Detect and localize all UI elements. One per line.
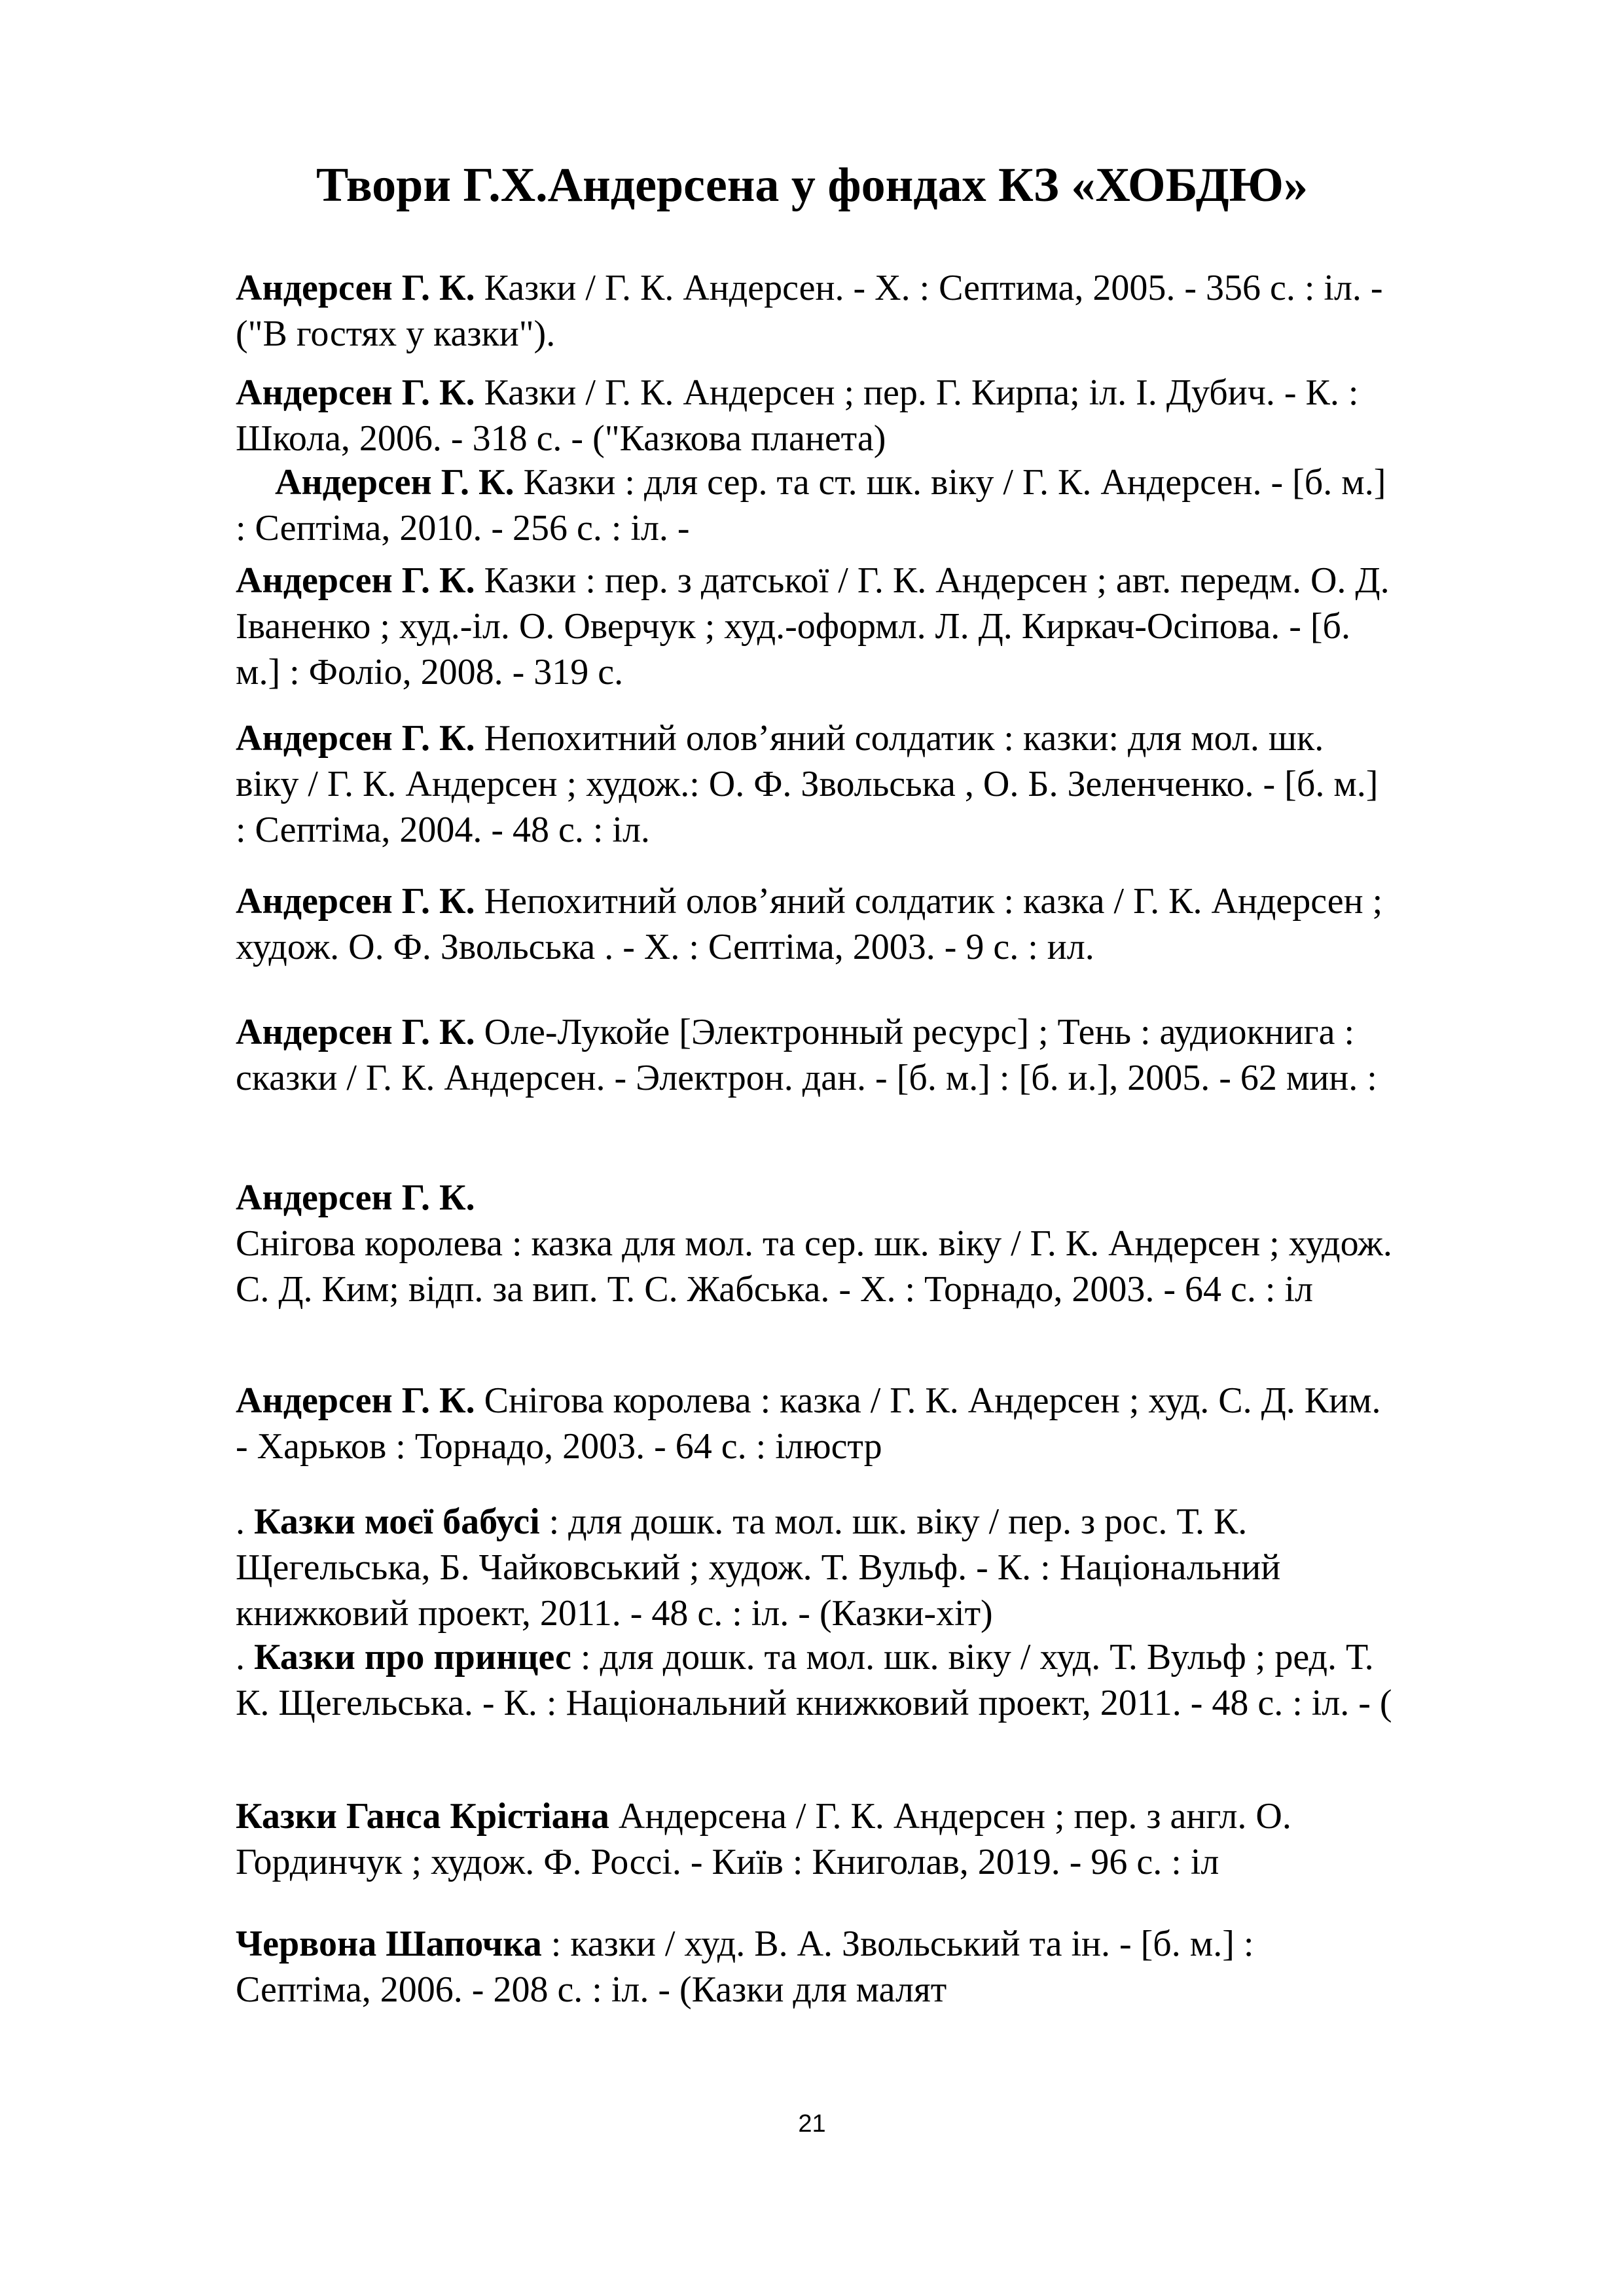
- bibliography-entry: [236, 370, 1394, 461]
- bibliography-entry: [236, 1793, 1394, 1885]
- entry-author: Андерсен Г. К.: [275, 462, 514, 503]
- entry-author: Андерсен Г. К.: [236, 881, 475, 922]
- bibliography-entry: [236, 1378, 1394, 1469]
- entry-description: Оле-Лукойе [Электронный ресурс] ; Тень : аудиокнига : сказки / Г. К. Андерсен. - Электрон. дан. - [б. м.] : [б. и.], 2005. - 62 мин. :: [236, 1012, 1377, 1098]
- bibliography-entry: [236, 1634, 1394, 1726]
- entry-title: Казки моєї бабусі: [254, 1501, 540, 1542]
- entry-author: Андерсен Г. К.: [236, 372, 475, 413]
- entry-description: : казки / худ. В. А. Звольський та ін. - [б. м.] : Септіма, 2006. - 208 с. : іл. - (Казки для малят: [236, 1924, 1254, 2010]
- entry-description: Казки : для сер. та ст. шк. віку / Г. К. Андерсен. - [б. м.] : Септіма, 2010. - 256 с. : іл. -: [236, 462, 1386, 548]
- bibliography-entry: [236, 715, 1394, 853]
- page-number: 21: [798, 2110, 826, 2138]
- entry-description: Казки / Г. К. Андерсен ; пер. Г. Кирпа; іл. І. Дубич. - К. : Школа, 2006. - 318 с. - ("Казкова планета): [236, 372, 1359, 459]
- bibliography-entry: [236, 1921, 1394, 2013]
- entry-author: Андерсен Г. К.: [236, 268, 475, 308]
- bibliography-entry: [236, 459, 1394, 551]
- entry-description: Снігова королева : казка для мол. та сер. шк. віку / Г. К. Андерсен ; худож. С. Д. Ким; відп. за вип. Т. С. Жабська. - Х. : Торнадо, 2003. - 64 с. : іл: [236, 1223, 1392, 1310]
- bibliography-entry: [236, 878, 1394, 970]
- entry-description: Непохитний олов’яний солдатик : казки: для мол. шк. віку / Г. К. Андерсен ; худож.: О. Ф. Звольська , О. Б. Зеленченко. - [б. м.] : Септіма, 2004. - 48 с. : іл.: [236, 718, 1379, 850]
- bibliography-entry: [236, 265, 1394, 357]
- entry-description: : для дошк. та мол. шк. віку / худ. Т. Вульф ; ред. Т. К. Щегельська. - К. : Національний книжковий проект, 2011. - 48 с. : іл. - (: [236, 1637, 1392, 1723]
- entry-author: Андерсен Г. К.: [236, 1177, 475, 1218]
- page-title: Твори Г.Х.Андерсена у фондах КЗ «ХОБДЮ»: [316, 158, 1308, 212]
- bibliography-entry: [236, 1009, 1394, 1101]
- entry-description: Казки / Г. К. Андерсен. - Х. : Септима, 2005. - 356 с. : іл. - ("В гостях у казки").: [236, 268, 1383, 354]
- entry-title: Казки Ганса Крістіана: [236, 1796, 609, 1837]
- entry-description: : для дошк. та мол. шк. віку / пер. з рос. Т. К. Щегельська, Б. Чайковський ; худож. Т. Вульф. - К. : Національний книжковий проект, 2011. - 48 с. : іл. - (Казки-хіт): [236, 1501, 1281, 1634]
- entry-author: Андерсен Г. К.: [236, 718, 475, 759]
- entry-title: Казки про принцес: [254, 1637, 571, 1677]
- entry-description: Андерсена / Г. К. Андерсен ; пер. з англ. О. Гординчук ; худож. Ф. Россі. - Київ : Книголав, 2019. - 96 с. : іл: [236, 1796, 1291, 1882]
- bibliography-entry: [236, 1175, 1394, 1312]
- entry-prefix: .: [236, 1637, 254, 1677]
- bibliography-entry: [236, 1499, 1394, 1636]
- entry-author: Андерсен Г. К.: [236, 1012, 475, 1052]
- entry-description: Казки : пер. з датської / Г. К. Андерсен ; авт. передм. О. Д. Іваненко ; худ.-іл. О. Оверчук ; худ.-оформл. Л. Д. Киркач-Осіпова. - [б. м.] : Фоліо, 2008. - 319 с.: [236, 560, 1390, 692]
- entry-description: Непохитний олов’яний солдатик : казка / Г. К. Андерсен ; худож. О. Ф. Звольська . - Х. : Септіма, 2003. - 9 с. : ил.: [236, 881, 1383, 967]
- entry-author: Андерсен Г. К.: [236, 1380, 475, 1421]
- entry-title: Червона Шапочка: [236, 1924, 542, 1964]
- entry-prefix: .: [236, 1501, 254, 1542]
- entry-description: Снігова королева : казка / Г. К. Андерсен ; худ. С. Д. Ким. - Харьков : Торнадо, 2003. - 64 с. : ілюстр: [236, 1380, 1381, 1467]
- entry-author: Андерсен Г. К.: [236, 560, 475, 601]
- bibliography-entry: [236, 558, 1394, 695]
